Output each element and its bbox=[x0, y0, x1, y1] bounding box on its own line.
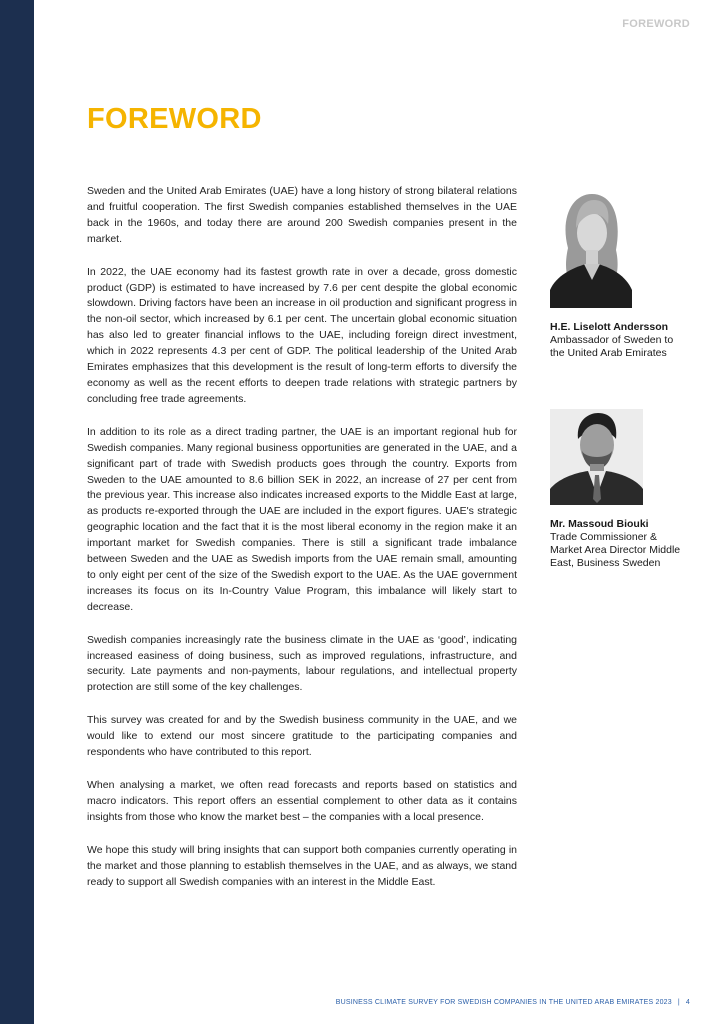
paragraph-6: When analysing a market, we often read forecasts and reports based on statistics and macro indicators. This report offers an essential complement to other data as it contains insights from those who know the market best – the companies with a local presence. bbox=[87, 779, 517, 823]
signatory-role: Ambassador of Sweden to the United Arab Emirates bbox=[550, 334, 674, 359]
foreword-body bbox=[87, 184, 517, 907]
caption-ambassador bbox=[550, 321, 690, 360]
page-number: 4 bbox=[685, 999, 690, 1006]
paragraph-1: Sweden and the United Arab Emirates (UAE) have a long history of strong bilateral relations and fruitful cooperation. The first Swedish companies established themselves in the UAE back in the 1960s, and today there are around 200 Swedish companies present in the market. bbox=[87, 185, 517, 245]
caption-trade-commissioner bbox=[550, 518, 690, 570]
portrait-ambassador-image bbox=[550, 188, 632, 308]
running-head: FOREWORD bbox=[622, 18, 690, 30]
signatory-name: Mr. Massoud Biouki bbox=[550, 518, 649, 530]
paragraph-2: In 2022, the UAE economy had its fastest growth rate in over a decade, gross domestic product (GDP) is estimated to have increased by 7.6 per cent despite the global economic slowdown. Driving factors have been an increase in oil production and significant progress in the non-oil sector, which increased by 6.1 per cent. The uncertain global economic situation has also led to greater financial inflows to the UAE, including foreign direct investment, which in 2022 represents 4.3 per cent of GDP. The political leadership of the United Arab Emirates emphasizes that this development is the result of long-term efforts to diversify the economy as well as the recent efforts to deepen trade relations with strategic partners by concluding free trade agreements. bbox=[87, 265, 517, 405]
portrait-trade-commissioner-image bbox=[550, 409, 643, 505]
paragraph-3: In addition to its role as a direct trading partner, the UAE is an important regional hub for Swedish companies. Many regional business opportunities are generated in the UAE, and a significant part of trade with Swedish products goes through the country. Exports from Sweden to the UAE amounted to 8.6 billion SEK in 2022, an increase of 27 per cent from the previous year. This increase also indicates increased exports to the Middle East at large, as products re-exported through the UAE are included in the export figures. UAE's strategic geographic location and the fact that it is the most liberal economy in the region make it an important market for Swedish companies. There is still a significant trade imbalance between Sweden and the UAE as Swedish imports from the UAE remain small, amounting to only eight per cent of the size of the Swedish export to the UAE. As the UAE government increases its focus on its In-Country Value Program, this imbalance will likely start to decrease. bbox=[87, 425, 517, 613]
portrait-trade-commissioner bbox=[550, 409, 643, 505]
page-footer bbox=[336, 999, 690, 1006]
side-bar bbox=[0, 0, 34, 1024]
page-title: FOREWORD bbox=[87, 103, 262, 135]
paragraph-5: This survey was created for and by the Swedish business community in the UAE, and we would like to extend our most sincere gratitude to the participating companies and respondents who have contributed to this report. bbox=[87, 714, 517, 759]
footer-separator: | bbox=[677, 999, 680, 1006]
paragraph-4: Swedish companies increasingly rate the business climate in the UAE as ‘good’, indicating increased easiness of doing business, such as improved regulations, infrastructure, and security. Late payments and non-payments, labour regulations, and intellectual property protection are still some of the key challenges. bbox=[87, 633, 517, 694]
signatory-role: Trade Commissioner & Market Area Director Middle East, Business Sweden bbox=[550, 531, 681, 569]
footer-text: BUSINESS CLIMATE SURVEY FOR SWEDISH COMPANIES IN THE UNITED ARAB EMIRATES 2023 bbox=[335, 999, 672, 1006]
signatory-name: H.E. Liselott Andersson bbox=[550, 321, 669, 333]
paragraph-7: We hope this study will bring insights that can support both companies currently operating in the market and those planning to establish themselves in the UAE, and as always, we stand ready to support all Swedish companies with an interest in the Middle East. bbox=[87, 843, 517, 888]
portrait-ambassador bbox=[550, 188, 632, 308]
